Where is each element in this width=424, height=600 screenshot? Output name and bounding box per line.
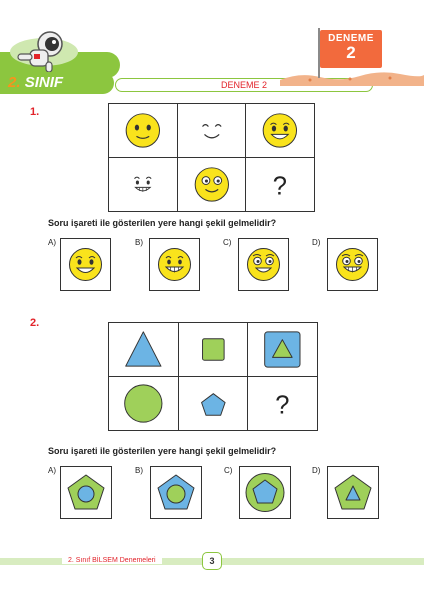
q2-option-d-label: D) (312, 466, 321, 475)
footer-text: 2. Sınıf BİLSEM Denemeleri (62, 557, 162, 564)
question-2-grid (108, 322, 318, 431)
q1-option-c[interactable] (238, 238, 289, 291)
question-mark-cell-2 (248, 377, 317, 430)
q2-option-a-label: A) (48, 466, 56, 475)
q2-option-c-label: C) (224, 466, 233, 475)
q1-option-b[interactable] (149, 238, 200, 291)
smiley-glasses-open-icon (239, 239, 288, 290)
smiley-big-icon (246, 104, 314, 157)
q1-option-d-label: D) (312, 238, 321, 247)
blue-square-green-triangle-icon (248, 323, 317, 376)
q1-cell-2 (177, 104, 246, 158)
q1-cell-6 (246, 157, 315, 211)
q2-option-b[interactable] (150, 466, 202, 519)
q2-cell-6 (248, 376, 318, 430)
smiley-icon (109, 104, 177, 157)
q1-option-c-label: C) (223, 238, 232, 247)
grade-label (8, 74, 63, 91)
teeth-features-icon (109, 158, 177, 211)
grade-number: 2. (8, 74, 21, 91)
mars-ground-decoration (280, 68, 424, 86)
smiley-glasses-teeth-icon (328, 239, 377, 290)
q2-cell-3 (248, 323, 318, 377)
green-pentagon-blue-circle-icon (61, 467, 111, 518)
question-1-grid (108, 103, 315, 212)
q1-option-a-label: A) (48, 238, 56, 247)
q1-cell-5 (177, 157, 246, 211)
green-square-icon (179, 323, 248, 376)
page-number: 3 (202, 552, 222, 570)
q1-option-b-label: B) (135, 238, 143, 247)
q1-cell-4 (109, 157, 178, 211)
question-2-prompt: Soru işareti ile gösterilen yere hangi şekil gelmelidir? (48, 446, 277, 456)
blue-pentagon-icon (179, 377, 248, 430)
q2-option-c[interactable] (239, 466, 291, 519)
astronaut-icon (4, 26, 84, 76)
smiley-glasses-icon (178, 158, 246, 211)
page-title: DENEME 2 (115, 78, 373, 92)
question-1-prompt: Soru işareti ile gösterilen yere hangi şekil gelmelidir? (48, 218, 277, 228)
smiley-teeth-icon (150, 239, 199, 290)
question-mark-2: ? (275, 391, 290, 420)
question-number-2: 2. (30, 317, 40, 329)
q1-option-d[interactable] (327, 238, 378, 291)
green-circle-icon (109, 377, 178, 430)
q1-cell-3 (246, 104, 315, 158)
q2-option-b-label: B) (135, 466, 143, 475)
question-number-1: 1. (30, 106, 40, 118)
grade-word: SINIF (24, 74, 64, 91)
green-pentagon-blue-triangle-icon (328, 467, 378, 518)
q2-cell-2 (178, 323, 248, 377)
flag-title: DENEME (328, 33, 374, 44)
q2-cell-4 (109, 376, 179, 430)
exam-flag (320, 30, 382, 68)
q2-cell-1 (109, 323, 179, 377)
blue-pentagon-green-circle-icon (151, 467, 201, 518)
green-circle-blue-pentagon-icon (240, 467, 290, 518)
smiley-big-grin-icon (61, 239, 110, 290)
question-mark: ? (273, 172, 288, 201)
q1-cell-1 (109, 104, 178, 158)
q1-option-a[interactable] (60, 238, 111, 291)
blue-triangle-icon (109, 323, 178, 376)
q2-cell-5 (178, 376, 248, 430)
q2-option-d[interactable] (327, 466, 379, 519)
question-mark-cell (246, 158, 314, 211)
face-features-icon (178, 104, 246, 157)
flag-number: 2 (346, 43, 356, 62)
q2-option-a[interactable] (60, 466, 112, 519)
